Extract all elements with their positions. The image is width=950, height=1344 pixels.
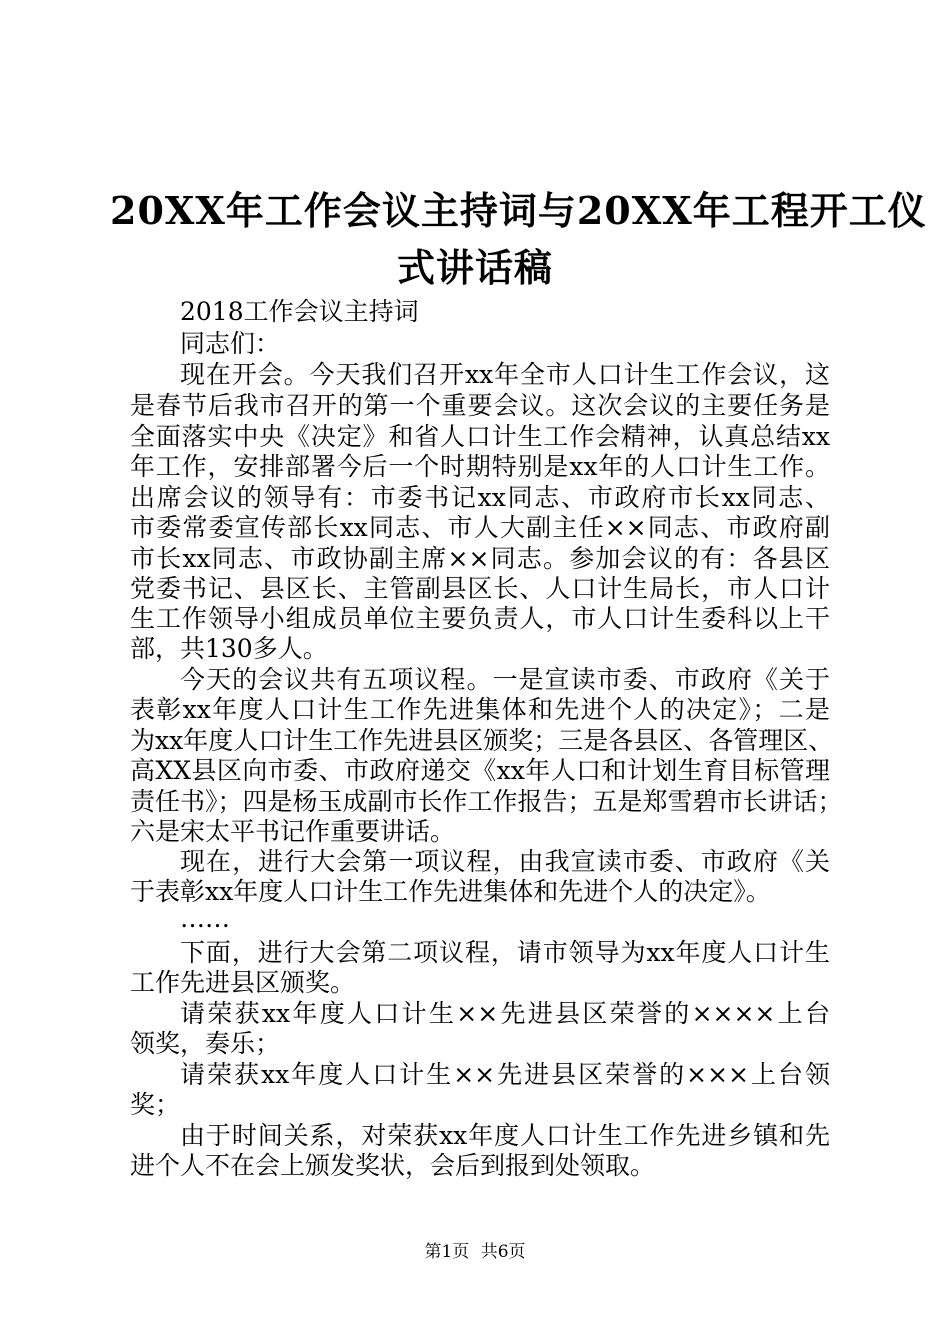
body-line: 出席会议的领导有：市委书记xx同志、市政府市长xx同志、 xyxy=(130,483,830,512)
body-line: 党委书记、县区长、主管副县区长、人口计生局长，市人口计 xyxy=(130,574,830,603)
body-line: 是春节后我市召开的第一个重要会议。这次会议的主要任务是 xyxy=(130,391,830,420)
document-title-line-2: 式讲话稿 xyxy=(396,245,553,290)
body-line: 市委常委宣传部长xx同志、市人大副主任××同志、市政府副 xyxy=(130,513,830,542)
body-line: 于表彰xx年度人口计生工作先进集体和先进个人的决定》。 xyxy=(130,877,771,906)
body-line: 由于时间关系，对荣获xx年度人口计生工作先进乡镇和先 xyxy=(180,1121,830,1150)
page-total: 共6页 xyxy=(480,1242,526,1262)
body-line: 请荣获xx年度人口计生××先进县区荣誉的×××上台领 xyxy=(180,1060,830,1089)
body-line: 下面，进行大会第二项议程，请市领导为xx年度人口计生 xyxy=(180,938,830,967)
body-line: 工作先进县区颁奖。 xyxy=(130,968,356,997)
body-line: 领奖，奏乐； xyxy=(130,1029,281,1058)
body-line: 表彰xx年度人口计生工作先进集体和先进个人的决定》；二是 xyxy=(130,695,830,724)
body-line: 奖； xyxy=(130,1090,181,1119)
body-line: 六是宋太平书记作重要讲话。 xyxy=(130,817,456,846)
body-line: 进个人不在会上颁发奖状，会后到报到处领取。 xyxy=(130,1151,656,1180)
body-line: …… xyxy=(180,904,230,933)
body-line: 全面落实中央《决定》和省人口计生工作会精神，认真总结xx xyxy=(130,422,830,451)
body-line: 责任书》；四是杨玉成副市长作工作报告；五是郑雪碧市长讲话； xyxy=(130,787,843,816)
body-line: 市长xx同志、市政协副主席××同志。参加会议的有：各县区 xyxy=(130,544,830,573)
body-line: 今天的会议共有五项议程。一是宣读市委、市政府《关于 xyxy=(180,665,830,694)
document-title-line-1: 20XX年工作会议主持词与20XX年工程开工仪 xyxy=(110,188,927,233)
body-line: 高XX县区向市委、市政府递交《xx年人口和计划生育目标管理 xyxy=(130,756,830,785)
body-line: 请荣获xx年度人口计生××先进县区荣誉的××××上台 xyxy=(180,999,830,1028)
page-number: 第1页 xyxy=(424,1242,470,1262)
body-line: 生工作领导小组成员单位主要负责人，市人口计生委科以上干 xyxy=(130,604,830,633)
page-footer xyxy=(0,1244,950,1261)
body-line: 部，共130多人。 xyxy=(130,634,328,663)
body-line: 现在，进行大会第一项议程，由我宣读市委、市政府《关 xyxy=(180,847,830,876)
body-line: 同志们： xyxy=(180,329,281,358)
body-line: 为xx年度人口计生工作先进县区颁奖；三是各县区、各管理区、 xyxy=(130,726,834,755)
body-line: 年工作，安排部署今后一个时期特别是xx年的人口计生工作。 xyxy=(130,452,830,481)
body-line: 现在开会。今天我们召开xx年全市人口计生工作会议，这 xyxy=(180,360,830,389)
body-line: 2018工作会议主持词 xyxy=(180,297,419,326)
